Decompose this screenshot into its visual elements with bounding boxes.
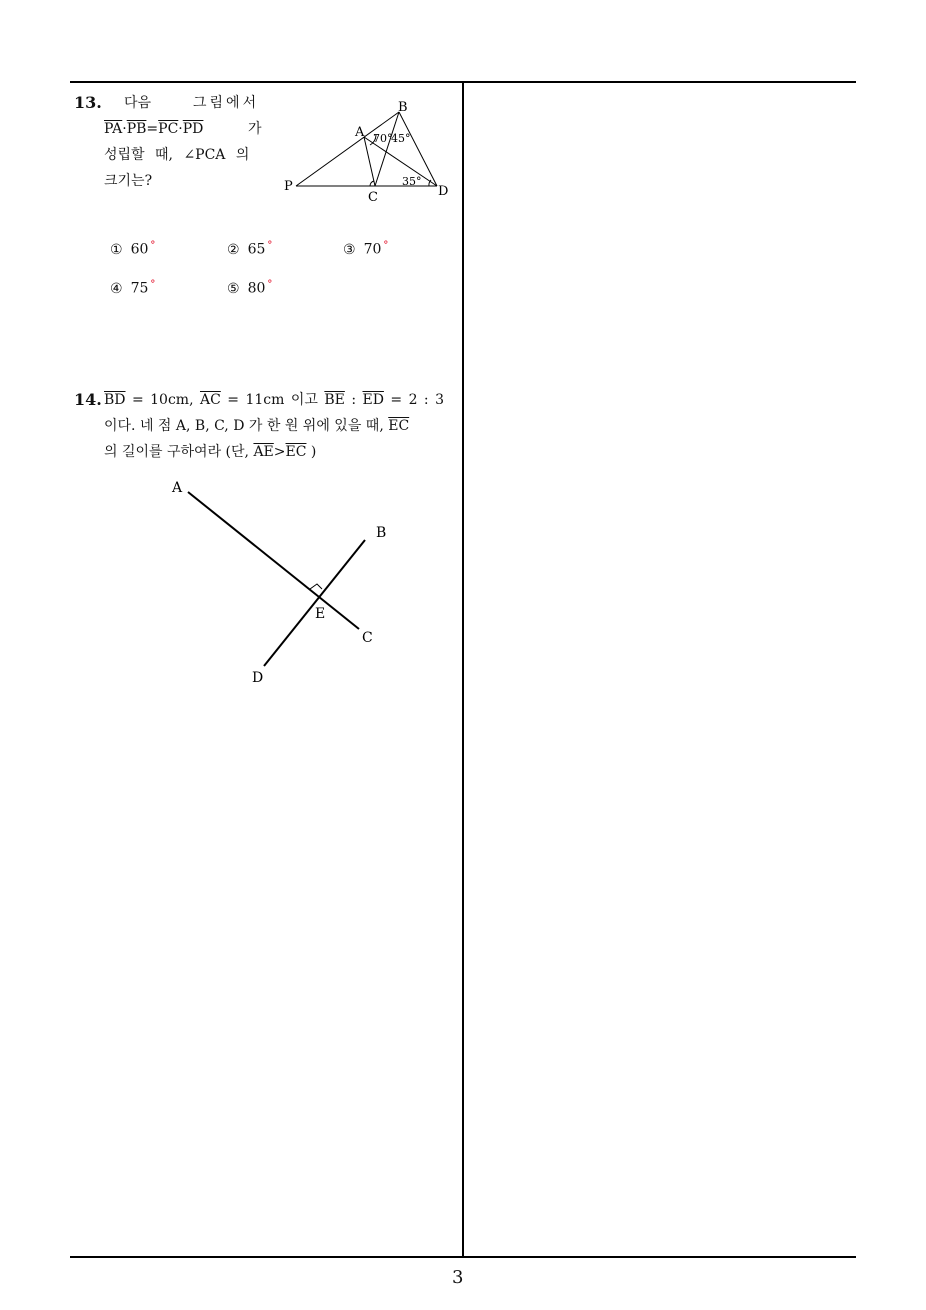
question-13-line4: 크기는? — [104, 173, 153, 189]
close-paren: ) — [310, 444, 317, 460]
point-label-p: P — [284, 179, 293, 194]
choice-5[interactable] — [227, 279, 272, 297]
text-fragment: = 11cm 이고 — [227, 392, 318, 408]
choice-4[interactable] — [110, 279, 155, 297]
choice-number: ⑤ — [227, 280, 240, 297]
choice-1[interactable] — [110, 240, 155, 258]
angle-label-45: 45° — [391, 132, 411, 145]
question-13-line2-tail: 가 — [248, 121, 262, 137]
degree-symbol: ° — [267, 279, 273, 290]
segment-be: $\overline{BE}$ — [324, 392, 345, 408]
point-label-d: D — [252, 670, 264, 686]
text-fragment: = 10cm, — [131, 392, 194, 408]
greater-than: > — [273, 444, 286, 460]
degree-symbol: ° — [383, 240, 389, 251]
choice-value: 75 — [130, 280, 149, 297]
segment-pb: $\overline{PB}$ — [126, 121, 147, 137]
text-fragment: 이다. 네 점 A, B, C, D 가 한 원 위에 있을 때, — [104, 418, 384, 434]
segment-ec: $\overline{EC}$ — [388, 418, 410, 434]
segment-pc: $\overline{PC}$ — [158, 121, 179, 137]
equals-sign: = — [146, 121, 159, 137]
segment-ae: $\overline{AE}$ — [253, 444, 274, 460]
point-label-e: E — [315, 606, 326, 622]
bottom-rule — [70, 1256, 856, 1258]
segment-ed: $\overline{ED}$ — [362, 392, 384, 408]
point-label-c: C — [362, 630, 373, 646]
degree-symbol: ° — [150, 279, 156, 290]
text-fragment: 의 길이를 구하여라 (단, — [104, 444, 249, 460]
point-label-b: B — [398, 100, 408, 115]
angle-label-35: 35° — [402, 175, 422, 188]
question-14-number: 14. — [74, 390, 102, 409]
choice-3[interactable] — [343, 240, 388, 258]
question-13-figure — [280, 95, 455, 205]
choice-number: ④ — [110, 280, 123, 297]
question-14-figure — [160, 470, 400, 695]
choice-value: 65 — [247, 241, 266, 258]
colon: : — [351, 392, 357, 408]
segment-bd: $\overline{BD}$ — [104, 392, 126, 408]
choice-number: ① — [110, 241, 123, 258]
ratio: = 2 : 3 — [390, 392, 445, 408]
question-14-line3 — [104, 445, 316, 459]
question-14-line1 — [104, 393, 444, 407]
segment-pd: $\overline{PD}$ — [182, 121, 204, 137]
choice-value: 70 — [363, 241, 382, 258]
point-label-d: D — [438, 184, 449, 199]
question-13-line1-b: 그림에서 — [193, 95, 260, 111]
choice-2[interactable] — [227, 240, 272, 258]
page-number: 3 — [452, 1267, 464, 1288]
point-label-c: C — [368, 190, 378, 205]
angle-label-70: 70° — [373, 132, 393, 145]
choice-value: 60 — [130, 241, 149, 258]
degree-symbol: ° — [150, 240, 156, 251]
point-label-a: A — [355, 125, 365, 140]
question-13-line3: 성립할 때, ∠PCA 의 — [104, 147, 250, 163]
question-13-line2 — [104, 122, 203, 136]
dot-operator: · — [178, 121, 183, 137]
segment-ec: $\overline{EC}$ — [285, 444, 307, 460]
segment-ac: $\overline{AC}$ — [199, 392, 221, 408]
question-13-line1-a: 다음 — [124, 95, 152, 111]
point-label-a: A — [172, 480, 183, 496]
choice-value: 80 — [247, 280, 266, 297]
choice-number: ② — [227, 241, 240, 258]
point-label-b: B — [376, 525, 387, 541]
degree-symbol: ° — [267, 240, 273, 251]
dot-operator: · — [122, 121, 127, 137]
question-14-line2 — [104, 419, 409, 433]
question-13-number: 13. — [74, 93, 102, 112]
choice-number: ③ — [343, 241, 356, 258]
segment-pa: $\overline{PA}$ — [104, 121, 123, 137]
column-divider — [462, 82, 464, 1258]
